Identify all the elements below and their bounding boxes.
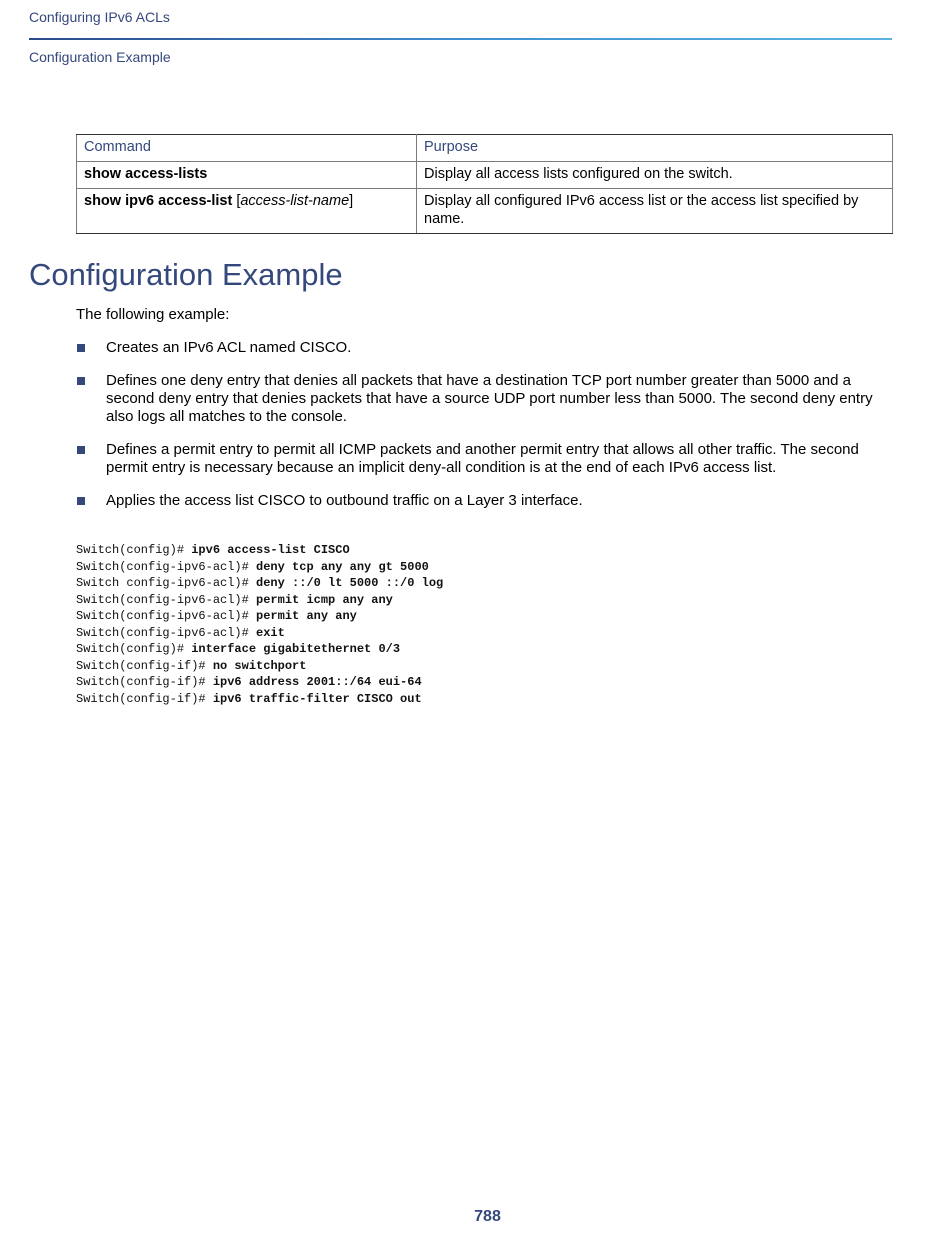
code-prompt: Switch(config)#	[76, 543, 192, 557]
list-item-text: Defines one deny entry that denies all packets that have a destination TCP port number greater than 5000 and a second deny entry that denies packets that have a source UDP port number less than 5000. The second deny entry also logs all matches to the console.	[106, 372, 873, 425]
code-line	[76, 559, 443, 576]
running-header-chapter: Configuring IPv6 ACLs	[29, 9, 170, 25]
column-header-purpose: Purpose	[417, 135, 893, 162]
purpose-cell: Display all configured IPv6 access list or the access list specified by name.	[417, 189, 893, 234]
code-prompt: Switch(config-if)#	[76, 691, 213, 706]
list-item-text: Creates an IPv6 ACL named CISCO.	[106, 339, 352, 356]
code-command: ipv6 access-list CISCO	[191, 543, 350, 557]
purpose-cell: Display all access lists configured on the switch.	[417, 162, 893, 189]
square-bullet-icon	[77, 446, 85, 454]
code-command: ipv6 traffic-filter CISCO out	[212, 691, 422, 706]
square-bullet-icon	[77, 377, 85, 385]
list-item	[76, 339, 891, 357]
code-command: permit icmp any any	[256, 592, 393, 607]
code-command: interface gigabitethernet 0/3	[191, 642, 401, 656]
code-line	[76, 592, 443, 609]
header-rule	[29, 38, 892, 40]
code-prompt: Switch(config-if)#	[76, 675, 213, 689]
code-command: deny tcp any any gt 5000	[256, 559, 429, 574]
command-bracket-open: [	[232, 193, 241, 209]
list-item	[76, 372, 891, 426]
page-number: 788	[474, 1208, 501, 1225]
command-text: show access-lists	[84, 166, 208, 182]
code-line	[76, 691, 443, 708]
code-prompt: Switch config-ipv6-acl)#	[76, 576, 257, 590]
command-argument: access-list-name	[240, 193, 350, 209]
intro-text: The following example:	[76, 306, 230, 323]
column-header-command: Command	[77, 135, 417, 162]
section-title: Configuration Example	[29, 257, 343, 292]
code-command: permit any any	[256, 609, 357, 623]
table-header-row	[77, 135, 893, 162]
command-cell	[77, 162, 417, 189]
running-header-section: Configuration Example	[29, 49, 171, 65]
code-prompt: Switch(config-ipv6-acl)#	[76, 592, 257, 607]
code-prompt: Switch(config)#	[76, 642, 192, 656]
code-prompt: Switch(config-ipv6-acl)#	[76, 609, 257, 623]
code-command: no switchport	[212, 658, 307, 673]
code-prompt: Switch(config-ipv6-acl)#	[76, 559, 257, 574]
code-prompt: Switch(config-ipv6-acl)#	[76, 625, 257, 640]
command-text: show ipv6 access-list	[84, 193, 233, 209]
code-command: exit	[256, 625, 285, 640]
square-bullet-icon	[77, 497, 85, 505]
list-item	[76, 441, 891, 477]
code-prompt: Switch(config-if)#	[76, 658, 213, 673]
table-row	[77, 162, 893, 189]
code-line	[76, 575, 443, 592]
code-line	[76, 625, 443, 642]
list-item	[76, 492, 891, 510]
code-command: deny ::/0 lt 5000 ::/0 log	[256, 576, 444, 590]
code-line	[76, 658, 443, 675]
square-bullet-icon	[77, 344, 85, 352]
list-item-text: Applies the access list CISCO to outbound traffic on a Layer 3 interface.	[106, 492, 583, 509]
code-command: ipv6 address 2001::/64 eui-64	[212, 675, 422, 689]
code-line	[76, 608, 443, 625]
command-bracket-close: ]	[349, 193, 354, 209]
bullet-list	[76, 339, 891, 525]
command-table	[76, 134, 893, 234]
code-line	[76, 641, 443, 658]
list-item-text: Defines a permit entry to permit all ICMP packets and another permit entry that allows all other traffic. The second permit entry is necessary because an implicit deny-all condition is at the end of each IPv6 access list.	[106, 441, 859, 476]
code-line	[76, 674, 443, 691]
command-cell	[77, 189, 417, 234]
code-line	[76, 542, 443, 559]
table-row	[77, 189, 893, 234]
code-block	[76, 542, 443, 707]
